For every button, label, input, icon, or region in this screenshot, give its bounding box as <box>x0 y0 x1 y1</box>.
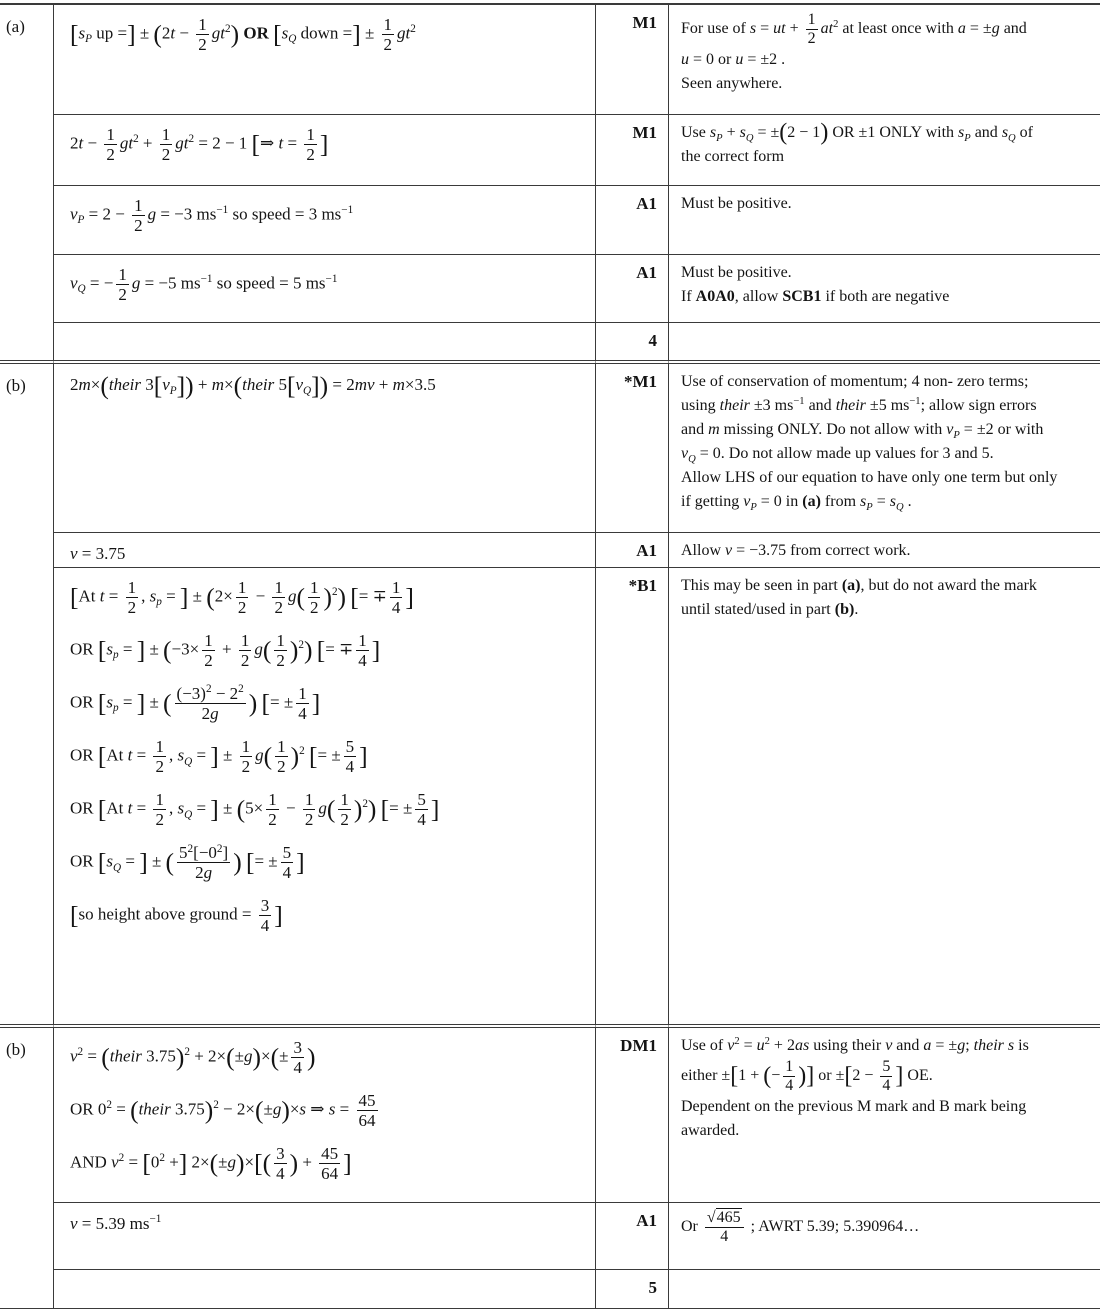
mark-cell <box>595 185 668 254</box>
mark-label: A1 <box>636 263 657 282</box>
mark-label: A1 <box>636 1211 657 1230</box>
note-cell: Must be positive. If A0A0, allow SCB1 if both are negative <box>668 254 1100 322</box>
math-line: [so height above ground = $\frac{3}{4}$ ] <box>70 896 283 936</box>
math-line: OR $0^2$ = (their 3.75)$^2$ − 2×(±g)×s ⇒ s = $\frac{45}{64}$ <box>70 1091 376 1131</box>
mark-label: 4 <box>648 331 657 350</box>
work-cell <box>53 114 595 185</box>
mark-cell <box>595 254 668 322</box>
math-line: v = 5.39 $ms^{-1}$ <box>70 1213 162 1233</box>
mark-cell <box>595 567 668 1024</box>
mark-label: A1 <box>636 541 657 560</box>
work-cell <box>53 567 595 1024</box>
work-cell <box>53 1024 595 1202</box>
mark-cell <box>595 360 668 532</box>
mark-label: M1 <box>632 123 657 142</box>
mark-scheme-table <box>0 3 1100 1309</box>
mark-label: *M1 <box>623 372 657 391</box>
math-line: OR [$s_p$ = ] ± (−3× $\frac{1}{2}$ + $\frac{1}{2}$ g( $\frac{1}{2}$ )$^2$) [= ∓ $\frac{1}{4}$ ] <box>70 631 381 671</box>
mark-label: *B1 <box>628 576 657 595</box>
work-cell <box>53 322 595 360</box>
math-line: $v_Q$ = − $\frac{1}{2}$ g = −5 $ms^{-1}$ so speed = 5 $ms^{-1}$ <box>70 265 338 305</box>
note-cell: Use of $v^2 = u^2 + 2as$ using their v and a = ±g; their s is either ±[1 + (− $\frac{1}{4}$ )] or ±[2 − $\frac{5}{4}$ ] OE. Dependent on the previous M mark and B mark being awarded. <box>668 1024 1100 1202</box>
note-cell <box>668 1269 1100 1308</box>
note-cell: Or $\frac{√465}{4}$ ; AWRT 5.39; 5.390964… <box>668 1202 1100 1269</box>
part-label: (a) <box>0 5 53 360</box>
mark-cell <box>595 1202 668 1269</box>
note-cell: Allow v = −3.75 from correct work. <box>668 532 1100 567</box>
part-label: (b) <box>0 1024 53 1308</box>
mark-cell <box>595 5 668 114</box>
note-cell: For use of s = ut + $\frac{1}{2}$ $at^2$ at least once with a = ±g and u = 0 or u = ±2 . Seen anywhere. <box>668 5 1100 114</box>
math-line: OR [$s_Q$ = ] ± ( $\frac{5^2[-0^2]}{2g}$ ) [= ± $\frac{5}{4}$ ] <box>70 842 305 883</box>
math-line: OR [At t = $\frac{1}{2}$ , $s_Q$ = ] ± $\frac{1}{2}$ g( $\frac{1}{2}$ )$^2$ [= ± $\frac{5}{4}$ ] <box>70 737 368 777</box>
math-line: [$s_P$ up =] ± (2t − $\frac{1}{2}$ $gt^2$) OR [$s_Q$ down =] ± $\frac{1}{2}$ $gt^2$ <box>70 15 416 55</box>
note-cell: Use of conservation of momentum; 4 non- zero terms; using their ±3 $ms^{-1}$ and their ±5 $ms^{-1}$; allow sign errors and m missing ONLY. Do not allow with $v_P = \pm 2$ or with $v_Q = 0$. Do not allow made up values for 3 and 5. Allow LHS of our equation to have only one term but only if getting $v_P = 0$ in (a) from $s_P = s_Q$ . <box>668 360 1100 532</box>
math-line: $v_P = 2$ − $\frac{1}{2}$ g = −3 $ms^{-1}$ so speed = 3 $ms^{-1}$ <box>70 196 354 236</box>
work-cell <box>53 360 595 532</box>
mark-cell <box>595 532 668 567</box>
mark-label: 5 <box>648 1278 657 1297</box>
work-cell <box>53 185 595 254</box>
work-cell <box>53 5 595 114</box>
math-line: 2m×(their $3[v_P]$) + m×(their $5[v_Q]) = 2mv + m\times 3.5$ <box>70 370 436 400</box>
mark-cell <box>595 114 668 185</box>
note-cell: Use $s_P + s_Q = \pm(2 - 1)$ OR ±1 ONLY with $s_P$ and $s_Q$ of the correct form <box>668 114 1100 185</box>
math-line: $v^2$ = (their 3.75)$^2$ + 2×(±g)×(± $\frac{3}{4}$ ) <box>70 1038 316 1078</box>
mark-cell <box>595 1024 668 1202</box>
note-cell: Must be positive. <box>668 185 1100 254</box>
work-cell <box>53 1202 595 1269</box>
math-line: 2t − $\frac{1}{2}$ $gt^2$ + $\frac{1}{2}$ $gt^2 = 2 - 1$ [⇒ t = $\frac{1}{2}$ ] <box>70 125 329 165</box>
work-cell <box>53 532 595 567</box>
mark-label: DM1 <box>620 1036 657 1055</box>
work-cell <box>53 254 595 322</box>
math-line: OR [$s_p$ = ] ± ( $\frac{(-3)^2 - 2^2}{2g}$ ) [= ± $\frac{1}{4}$ ] <box>70 683 321 724</box>
math-line: AND $v^2 = [0^2$ +] 2×(±g)×[( $\frac{3}{4}$ ) + $\frac{45}{64}$ ] <box>70 1144 352 1184</box>
mark-cell <box>595 1269 668 1308</box>
work-cell <box>53 1269 595 1308</box>
note-cell: This may be seen in part (a), but do not award the mark until stated/used in part (b). <box>668 567 1100 1024</box>
math-line: OR [At t = $\frac{1}{2}$ , $s_Q$ = ] ± (5× $\frac{1}{2}$ − $\frac{1}{2}$ g( $\frac{1}{2}$ )$^2$) [= ± $\frac{5}{4}$ ] <box>70 790 440 830</box>
mark-label: A1 <box>636 194 657 213</box>
part-label: (b) <box>0 360 53 1024</box>
math-line: [At t = $\frac{1}{2}$ , $s_p$ = ] ± (2× $\frac{1}{2}$ − $\frac{1}{2}$ g( $\frac{1}{2}$ )$^2$) [= ∓ $\frac{1}{4}$ ] <box>70 578 414 618</box>
note-cell <box>668 322 1100 360</box>
mark-label: M1 <box>632 13 657 32</box>
mark-cell <box>595 322 668 360</box>
math-line: v = 3.75 <box>70 544 126 563</box>
